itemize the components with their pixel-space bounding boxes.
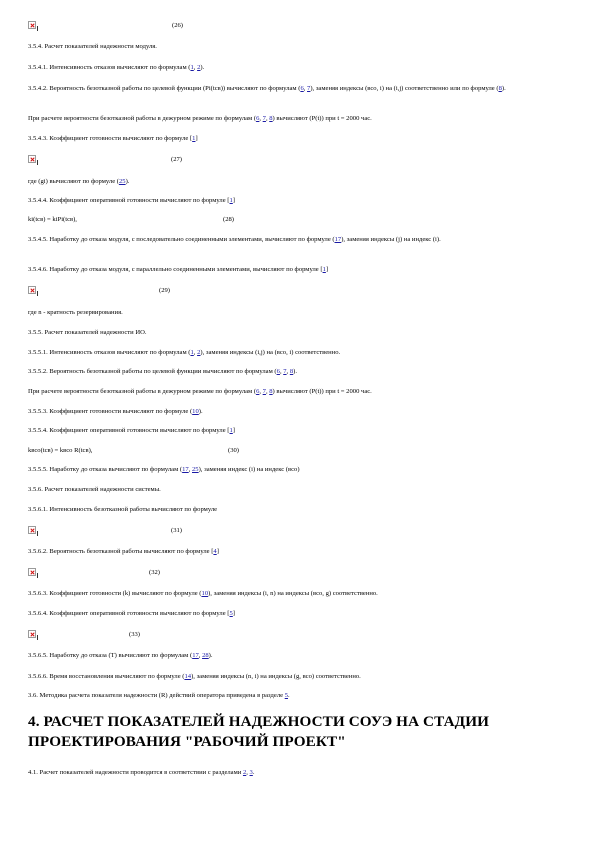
formula-28-text: ki(tcв) = kiPi(tcв),: [28, 216, 77, 223]
equation-number: (33): [129, 631, 140, 638]
broken-image-icon: [28, 286, 36, 294]
formula-link[interactable]: 8: [269, 388, 273, 395]
formula-link[interactable]: 14: [184, 673, 192, 680]
formula-32: [28, 568, 568, 582]
reference-link[interactable]: 1: [229, 427, 233, 434]
equation-number: (28): [223, 216, 234, 223]
formula-link[interactable]: 6: [256, 388, 260, 395]
cursor-mark: [37, 573, 38, 578]
section-3-5-4-6: 3.5.4.6. Наработку до отказа модуля, с параллельно соединенными элементами, вычисляют по формуле [1]: [28, 266, 329, 273]
formula-27: [28, 155, 568, 169]
formula-29: [28, 286, 568, 300]
section-3-5-4-3: 3.5.4.3. Коэффициент готовности вычисляют по формуле [1]: [28, 135, 198, 142]
section-4-1: 4.1. Расчет показателей надежности проводится в соответствии с разделами 2, 3.: [28, 769, 255, 776]
formula-link[interactable]: 7: [283, 368, 287, 375]
reference-link[interactable]: 1: [322, 266, 326, 273]
formula-link[interactable]: 7: [262, 115, 266, 122]
formula-link[interactable]: 6: [256, 115, 260, 122]
equation-number: (32): [149, 569, 160, 576]
formula-28-line: [28, 215, 568, 224]
formula-link[interactable]: 2: [197, 64, 201, 71]
section-3-5-6-5: 3.5.6.5. Наработку до отказа (T) вычисляют по формулам (17, 28).: [28, 652, 213, 659]
formula-link[interactable]: 17: [192, 652, 199, 659]
formula-26: [28, 21, 568, 35]
cursor-mark: [37, 26, 38, 31]
formula-link[interactable]: 7: [307, 85, 311, 92]
reference-link[interactable]: 1: [229, 197, 233, 204]
standby-mode-note-2: При расчете вероятности безотказной работы в дежурном режиме по формулам (6, 7, 8) вычисляют (P(t)) при t = 2000 час.: [28, 388, 372, 395]
formula-link[interactable]: 8: [289, 368, 294, 375]
equation-number: (31): [171, 527, 182, 534]
cursor-mark: [37, 531, 38, 536]
formula-33: [28, 630, 568, 644]
section-3-5-4: 3.5.4. Расчет показателей надежности модуля.: [28, 43, 157, 50]
formula-30-line: [28, 446, 568, 455]
equation-number: (27): [171, 156, 182, 163]
formula-link[interactable]: 2: [197, 349, 201, 356]
reference-link[interactable]: 4: [213, 548, 217, 555]
section-link[interactable]: 3: [249, 769, 253, 776]
section-link[interactable]: 2: [242, 769, 247, 776]
where-n-note: где n - кратность резервирования.: [28, 309, 123, 316]
broken-image-icon: [28, 526, 36, 534]
section-3-5-6-1: 3.5.6.1. Интенсивность безотказной работы вычисляют по формуле: [28, 506, 218, 513]
formula-link[interactable]: 1: [190, 64, 194, 71]
broken-image-icon: [28, 630, 36, 638]
section-3-6: 3.6. Методика расчета показателя надежности (R) действий оператора приведена в разделе 5.: [28, 692, 290, 699]
formula-31: [28, 526, 568, 540]
formula-link[interactable]: 10: [201, 590, 209, 597]
section-3-5-4-1: 3.5.4.1. Интенсивность отказов вычисляют по формулам (1, 2).: [28, 64, 205, 71]
broken-image-icon: [28, 21, 36, 29]
formula-link[interactable]: 1: [190, 349, 194, 356]
equation-number: (29): [159, 287, 170, 294]
equation-number: (30): [228, 447, 239, 454]
cursor-mark: [37, 160, 38, 165]
section-3-5-6-4: 3.5.6.4. Коэффициент оперативной готовности вычисляют по формуле [5]: [28, 610, 235, 617]
formula-30-text: kвсо(tcв) = kвсо R(tcв),: [28, 447, 93, 454]
reference-link[interactable]: 5: [229, 610, 233, 617]
formula-link[interactable]: 17: [182, 466, 189, 473]
formula-link[interactable]: 8: [269, 115, 273, 122]
formula-link[interactable]: 7: [262, 388, 266, 395]
section-3-5-4-5: 3.5.4.5. Наработку до отказа модуля, с последовательно соединенными элементами, вычисляют по формуле (17), заменяя индексы (j) на индекс (i).: [28, 236, 441, 243]
where-gi-note: где (gi) вычисляют по формуле (25).: [28, 178, 130, 185]
formula-link[interactable]: 6: [300, 85, 304, 92]
cursor-mark: [37, 291, 38, 296]
chapter-4-heading: 4. РАСЧЕТ ПОКАЗАТЕЛЕЙ НАДЕЖНОСТИ СОУЭ НА СТАДИИ ПРОЕКТИРОВАНИЯ "РАБОЧИЙ ПРОЕКТ": [28, 713, 490, 750]
section-3-5-5-5: 3.5.5.5. Наработку до отказа вычисляют по формулам (17, 25), заменяя индекс (i) на индекс (всо): [28, 466, 300, 473]
section-3-5-5-1: 3.5.5.1. Интенсивность отказов вычисляют по формулам (1, 2), заменяя индексы (i,j) на (всо, i) соответственно.: [28, 349, 341, 356]
section-3-5-4-2: 3.5.4.2. Вероятность безотказной работы по целевой функции (Pi(tcв)) вычисляют по формулам (6, 7), заменяя индексы (всо, i) на (i,j) соответственно или по формуле (8).: [28, 85, 506, 92]
formula-link[interactable]: 8: [498, 85, 502, 92]
broken-image-icon: [28, 568, 36, 576]
broken-image-icon: [28, 155, 36, 163]
section-3-5-6-6: 3.5.6.6. Время восстановления вычисляют по формуле (14), заменяя индексы (n, i) на индексы (g, всо) соответственно.: [28, 673, 361, 680]
formula-link[interactable]: 25: [192, 466, 199, 473]
formula-link[interactable]: 10: [192, 408, 199, 415]
formula-link[interactable]: 25: [118, 178, 126, 185]
section-3-5-6-2: 3.5.6.2. Вероятность безотказной работы вычисляют по формуле [4]: [28, 548, 219, 555]
section-3-5-5-2: 3.5.5.2. Вероятность безотказной работы по целевой функции вычисляют по формулам (6, 7, 8).: [28, 368, 297, 375]
standby-mode-note-1: При расчете вероятности безотказной работы в дежурном режиме по формулам (6, 7, 8) вычисляют (P(t)) при t = 2000 час.: [28, 115, 372, 122]
formula-link[interactable]: 6: [276, 368, 280, 375]
formula-link[interactable]: 28: [202, 652, 209, 659]
equation-number: (26): [172, 22, 183, 29]
section-3-5-5-3: 3.5.5.3. Коэффициент готовности вычисляют по формуле (10).: [28, 408, 203, 415]
formula-link[interactable]: 17: [334, 236, 342, 243]
reference-link[interactable]: 1: [192, 135, 196, 142]
section-3-5-5: 3.5.5. Расчет показателей надежности ИО.: [28, 329, 147, 336]
section-3-5-6: 3.5.6. Расчет показателей надежности системы.: [28, 486, 161, 493]
section-3-5-5-4: 3.5.5.4. Коэффициент оперативной готовности вычисляют по формуле [1]: [28, 427, 235, 434]
section-3-5-6-3: 3.5.6.3. Коэффициент готовности (k) вычисляют по формуле (10), заменяя индексы (i, n) на индексы (всо, g) соответственно.: [28, 590, 378, 597]
section-link[interactable]: 5: [284, 692, 288, 699]
cursor-mark: [37, 635, 38, 640]
section-3-5-4-4: 3.5.4.4. Коэффициент оперативной готовности вычисляют по формуле [1]: [28, 197, 235, 204]
